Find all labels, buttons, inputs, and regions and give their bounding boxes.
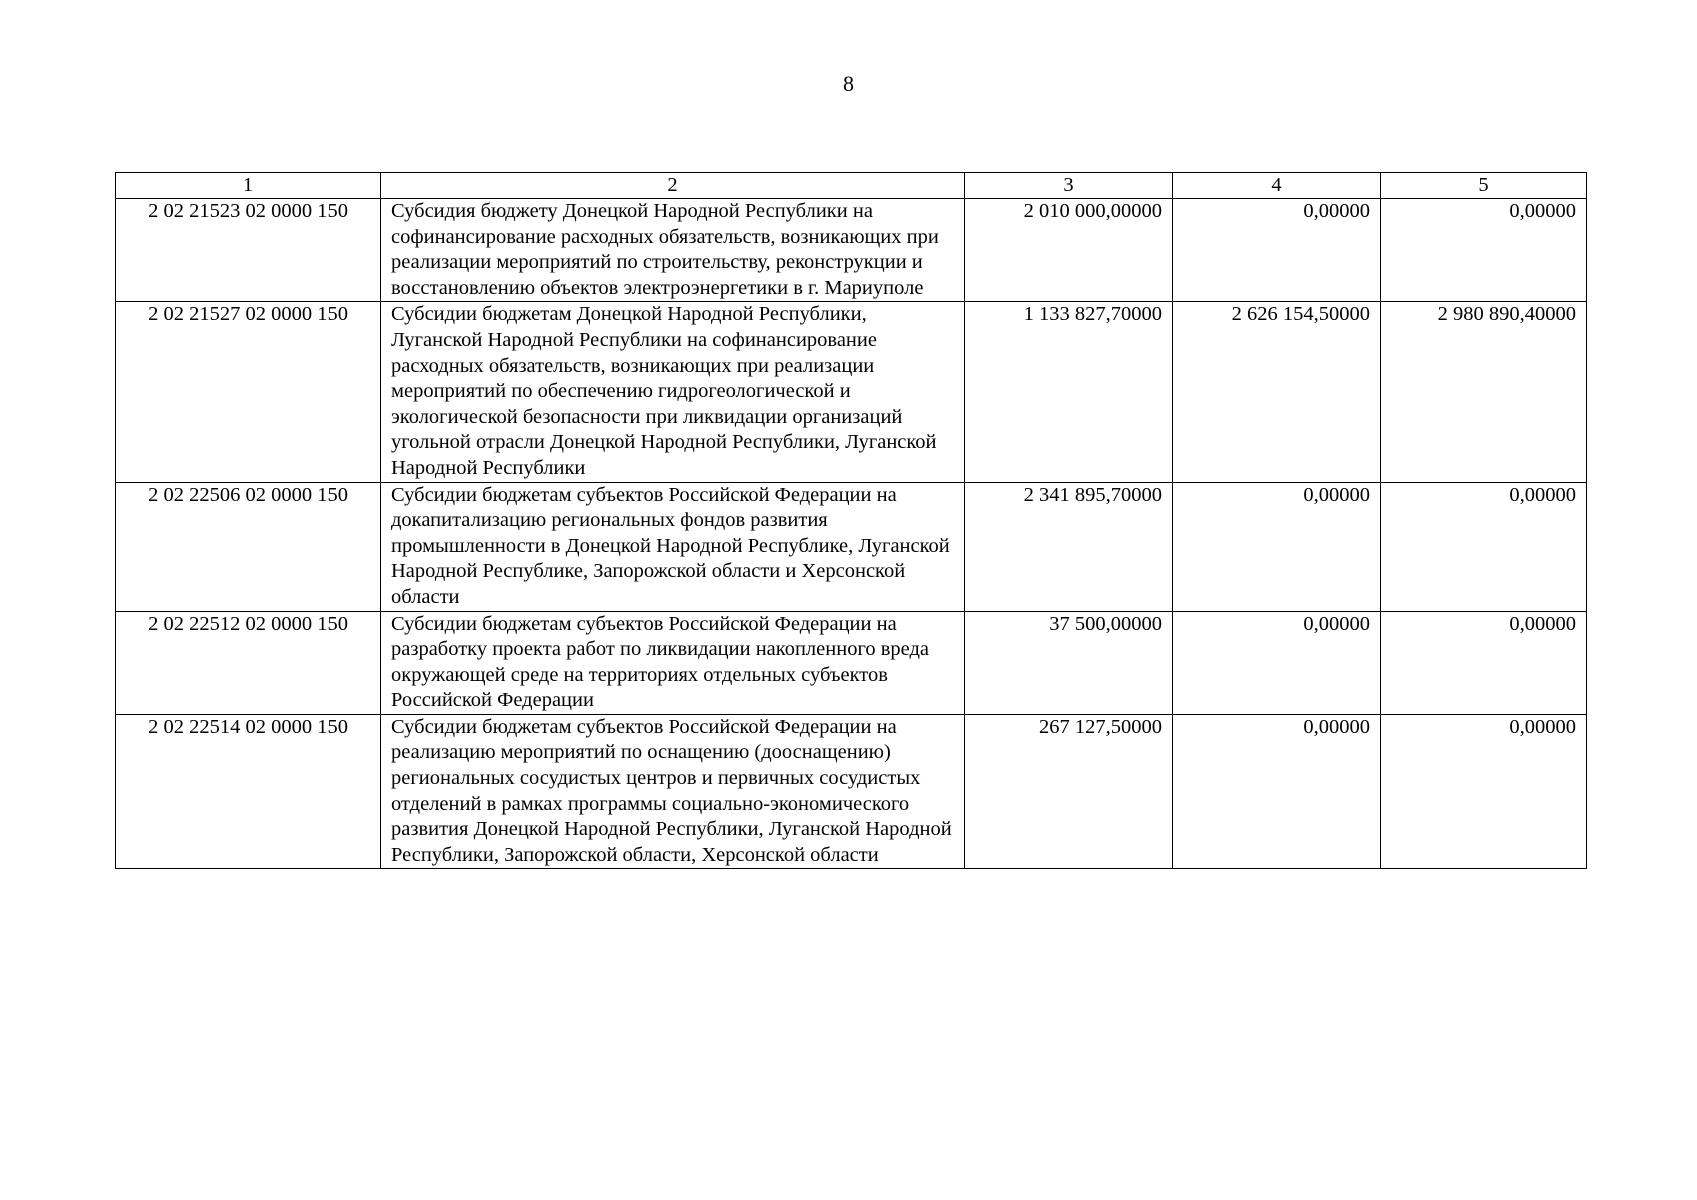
column-header-1: 1 [116, 173, 381, 199]
budget-code-cell: 2 02 21527 02 0000 150 [116, 302, 381, 482]
column-header-5: 5 [1381, 173, 1587, 199]
description-cell: Субсидии бюджетам субъектов Российской Федерации на разработку проекта работ по ликвидации накопленного вреда окружающей среде на территориях отдельных субъектов Российской Федерации [381, 611, 965, 714]
amount-col5-cell: 0,00000 [1381, 714, 1587, 869]
amount-col3-cell: 1 133 827,70000 [965, 302, 1173, 482]
amount-col4-cell: 0,00000 [1173, 199, 1381, 302]
description-cell: Субсидии бюджетам Донецкой Народной Республики, Луганской Народной Республики на софинансирование расходных обязательств, возникающих при реализации мероприятий по обеспечению гидрогеологической и экологической безопасности при ликвидации организаций угольной отрасли Донецкой Народной Республики, Луганской Народной Республики [381, 302, 965, 482]
description-cell: Субсидии бюджетам субъектов Российской Федерации на реализацию мероприятий по оснащению (дооснащению) региональных сосудистых центров и первичных сосудистых отделений в рамках программы социально-экономического развития Донецкой Народной Республики, Луганской Народной Республики, Запорожской области, Херсонской области [381, 714, 965, 869]
description-cell: Субсидия бюджету Донецкой Народной Республики на софинансирование расходных обязательств, возникающих при реализации мероприятий по строительству, реконструкции и восстановлению объектов электроэнергетики в г. Мариуполе [381, 199, 965, 302]
amount-col4-cell: 0,00000 [1173, 611, 1381, 714]
budget-code-cell: 2 02 21523 02 0000 150 [116, 199, 381, 302]
amount-col5-cell: 0,00000 [1381, 611, 1587, 714]
table-row [116, 611, 1587, 714]
description-cell: Субсидии бюджетам субъектов Российской Федерации на докапитализацию региональных фондов развития промышленности в Донецкой Народной Республике, Луганской Народной Республике, Запорожской области и Херсонской области [381, 482, 965, 611]
amount-col4-cell: 0,00000 [1173, 482, 1381, 611]
amount-col5-cell: 2 980 890,40000 [1381, 302, 1587, 482]
table-row [116, 199, 1587, 302]
table-row [116, 482, 1587, 611]
table-header-row [116, 173, 1587, 199]
page-number: 8 [843, 71, 854, 96]
amount-col4-cell: 0,00000 [1173, 714, 1381, 869]
column-header-3: 3 [965, 173, 1173, 199]
budget-table [115, 172, 1587, 869]
column-header-4: 4 [1173, 173, 1381, 199]
amount-col3-cell: 2 010 000,00000 [965, 199, 1173, 302]
table-row [116, 302, 1587, 482]
amount-col5-cell: 0,00000 [1381, 199, 1587, 302]
amount-col3-cell: 2 341 895,70000 [965, 482, 1173, 611]
table-row [116, 714, 1587, 869]
budget-code-cell: 2 02 22506 02 0000 150 [116, 482, 381, 611]
amount-col4-cell: 2 626 154,50000 [1173, 302, 1381, 482]
amount-col3-cell: 37 500,00000 [965, 611, 1173, 714]
budget-code-cell: 2 02 22512 02 0000 150 [116, 611, 381, 714]
column-header-2: 2 [381, 173, 965, 199]
budget-code-cell: 2 02 22514 02 0000 150 [116, 714, 381, 869]
amount-col5-cell: 0,00000 [1381, 482, 1587, 611]
amount-col3-cell: 267 127,50000 [965, 714, 1173, 869]
